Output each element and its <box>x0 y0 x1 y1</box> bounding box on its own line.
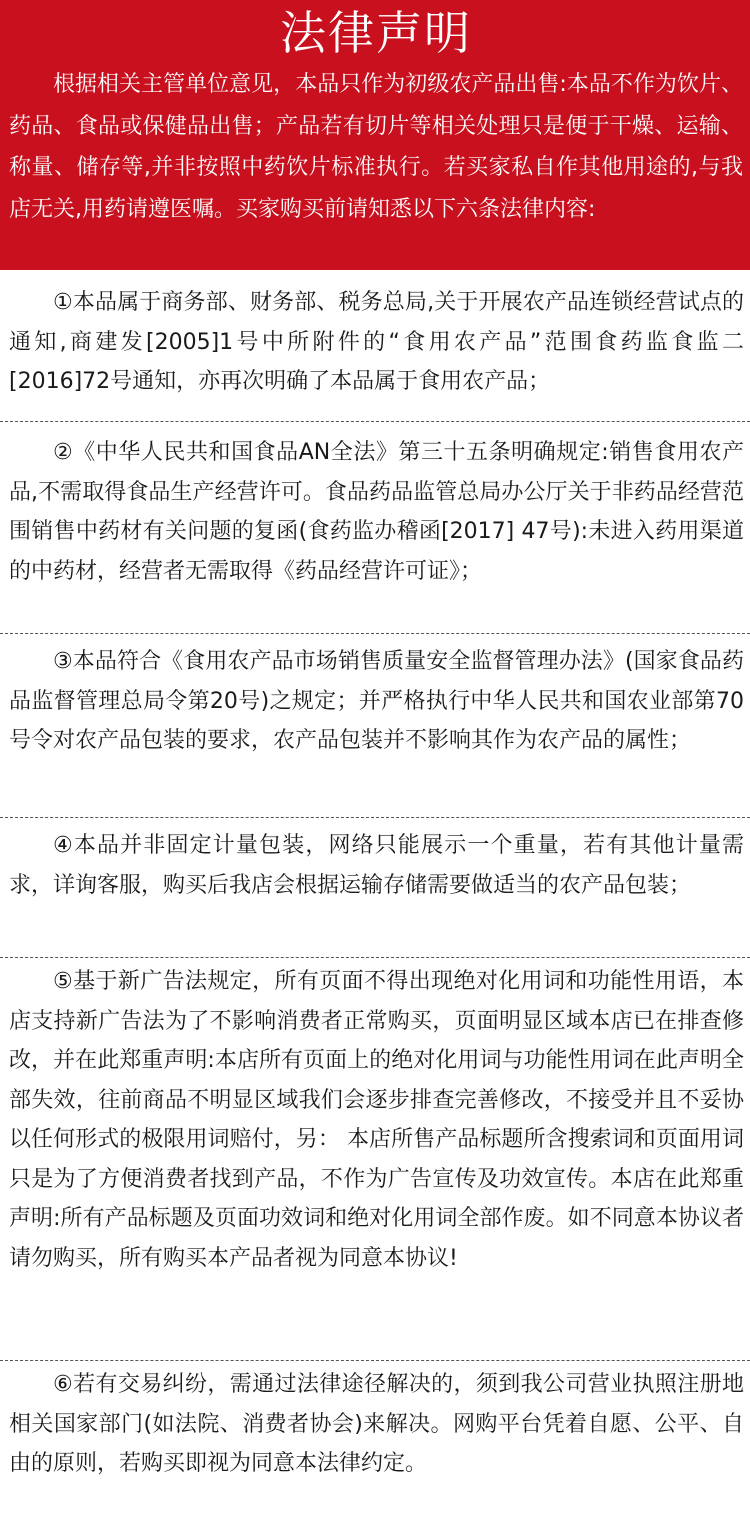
clause-text: ①本品属于商务部、财务部、税务总局,关于开展农产品连锁经营试点的通知,商建发[2005]1号中所附件的“食用农产品”范围食药监食监二[2016]72号通知，亦再次明确了本品属于食用农产品； <box>9 290 744 394</box>
page-title: 法律声明 <box>280 6 472 60</box>
legal-clause-4 <box>0 818 750 958</box>
legal-clause-6 <box>0 1361 750 1531</box>
clause-text: ②《中华人民共和国食品AN全法》第三十五条明确规定:销售食用农产品,不需取得食品生产经营许可。食品药品监管总局办公厅关于非药品经营范围销售中药材有关问题的复函(食药监办稽函[2017] 47号):未进入药用渠道的中药材，经营者无需取得《药品经营许可证》； <box>9 440 744 584</box>
clause-text: ③本品符合《食用农产品市场销售质量安全监督管理办法》(国家食品药品监督管理总局令第20号)之规定；并严格执行中华人民共和国农业部第70号令对农产品包装的要求，农产品包装并不影响其作为农产品的属性； <box>9 649 744 753</box>
clause-text: ④本品并非固定计量包装，网络只能展示一个重量，若有其他计量需求，详询客服，购买后我店会根据运输存储需要做适当的农产品包装； <box>9 833 744 898</box>
legal-clause-1 <box>0 270 750 422</box>
legal-clause-2 <box>0 422 750 634</box>
legal-clause-3 <box>0 634 750 818</box>
clause-text: ⑤基于新广告法规定，所有页面不得出现绝对化用词和功能性用语，本店支持新广告法为了不影响消费者正常购买，页面明显区域本店已在排查修改，并在此郑重声明:本店所有页面上的绝对化用词与功能性用词在此声明全部失效，往前商品不明显区域我们会逐步排查完善修改，不接受并且不妥协以任何形式的极限用词赔付，另： 本店所售产品标题所含搜索词和页面用词只是为了方便消费者找到产品，不作为广告宣传及功效宣传。本店在此郑重声明:所有产品标题及页面功效词和绝对化用词全部作废。如不同意本协议者请勿购买，所有购买本产品者视为同意本协议! <box>9 969 744 1271</box>
intro-paragraph: 根据相关主管单位意见，本品只作为初级农产品出售:本品不作为饮片、药品、食品或保健品出售；产品若有切片等相关处理只是便于干燥、运输、称量、储存等,并非按照中药饮片标准执行。若买家私自作其他用途的,与我店无关,用药请遵医嘱。买家购买前请知悉以下六条法律内容: <box>9 72 743 222</box>
legal-header-banner <box>0 0 750 270</box>
clause-text: ⑥若有交易纠纷，需通过法律途径解决的，须到我公司营业执照注册地相关国家部门(如法院、消费者协会)来解决。网购平台凭着自愿、公平、自由的原则，若购买即视为同意本法律约定。 <box>9 1372 744 1476</box>
legal-clause-5 <box>0 958 750 1361</box>
